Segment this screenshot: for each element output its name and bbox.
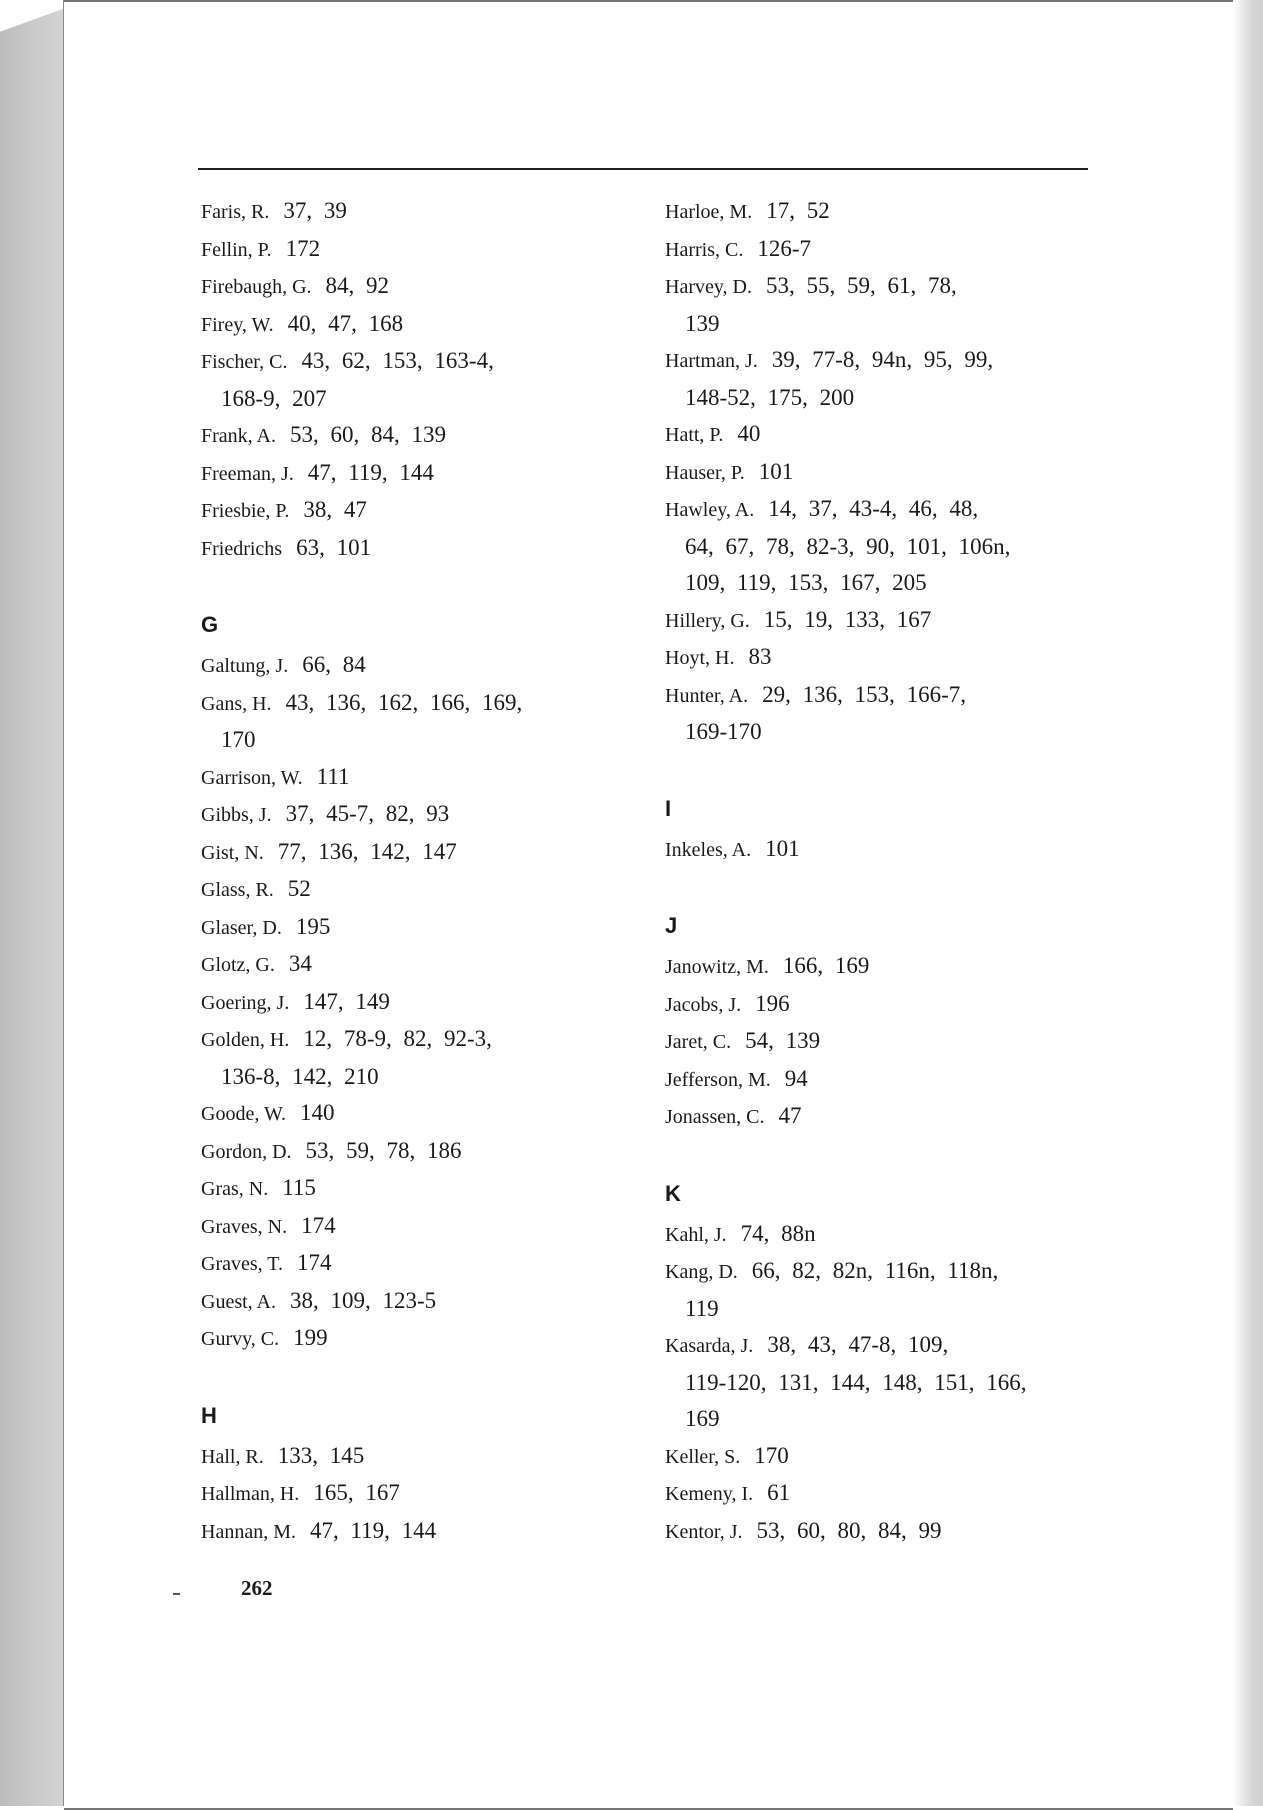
page-refs: 43, 62, 153, 163-4, <box>301 348 494 373</box>
index-entry <box>665 986 1105 1024</box>
section-letter-heading: I <box>665 795 672 821</box>
entry-pages <box>303 497 367 522</box>
entry-pages <box>300 1100 335 1125</box>
index-entry <box>201 1475 641 1513</box>
index-entry <box>665 416 1105 454</box>
margin-mark <box>173 1593 180 1595</box>
entry-pages <box>301 1213 336 1238</box>
page-refs-continued: 119-120, 131, 144, 148, 151, 166, <box>685 1369 1027 1395</box>
index-entry <box>201 193 641 231</box>
index-entry <box>665 602 1105 640</box>
entry-name: Glaser, D. <box>201 916 282 939</box>
page-refs-continued: 136-8, 142, 210 <box>221 1063 379 1089</box>
page-refs: 140 <box>300 1100 335 1125</box>
page-refs-continued: 168-9, 207 <box>221 385 327 411</box>
page-refs: 133, 145 <box>277 1442 365 1468</box>
index-entry <box>665 342 1105 416</box>
entry-name: Jefferson, M. <box>665 1068 771 1091</box>
index-entry <box>201 1170 641 1208</box>
page-refs-continued: 148-52, 175, 200 <box>685 384 855 410</box>
page-refs: 115 <box>282 1175 316 1200</box>
entry-name: Harvey, D. <box>665 276 753 298</box>
page-refs: 165, 167 <box>313 1480 400 1505</box>
entry-pages <box>759 459 794 484</box>
index-entry <box>201 492 641 530</box>
page-refs-continued: 64, 67, 78, 82-3, 90, 101, 106n, <box>685 533 1011 559</box>
entry-pages <box>290 422 446 447</box>
page-refs: 43, 136, 162, 166, 169, <box>285 689 523 715</box>
entry-name: Firey, W. <box>201 313 274 336</box>
page-refs: 172 <box>285 235 321 261</box>
page-refs: 111 <box>316 763 350 789</box>
entry-name: Gans, H. <box>201 692 272 715</box>
entry-pages <box>278 839 457 864</box>
page-refs: 47, 119, 144 <box>309 1517 437 1543</box>
index-entry <box>201 268 641 306</box>
entry-name: Guest, A. <box>201 1290 276 1313</box>
page-refs: 52 <box>287 876 311 901</box>
index-entry <box>665 1061 1105 1099</box>
index-column-right <box>665 193 1105 1550</box>
index-entry <box>665 231 1105 269</box>
entry-name: Hatt, P. <box>665 424 724 446</box>
entry-pages <box>303 989 390 1014</box>
page-refs: 126-7 <box>757 235 811 261</box>
entry-pages <box>282 1175 316 1200</box>
index-entry <box>201 946 641 984</box>
entry-pages <box>765 836 800 861</box>
entry-pages <box>278 1443 365 1468</box>
page-refs: 29, 136, 153, 166-7, <box>762 681 966 707</box>
page-refs: 101 <box>758 458 794 484</box>
entry-name: Hoyt, H. <box>665 647 735 669</box>
entry-name: Fischer, C. <box>201 351 288 373</box>
page-refs: 38, 47 <box>303 497 367 522</box>
page-refs: 83 <box>748 644 772 669</box>
entry-name: Jonassen, C. <box>665 1106 765 1128</box>
entry-name: Faris, R. <box>201 201 270 223</box>
entry-name: Hauser, P. <box>665 461 745 484</box>
entry-pages <box>293 1325 328 1350</box>
section-letter-heading: K <box>665 1180 681 1206</box>
page-refs: 37, 39 <box>283 198 347 223</box>
entry-name: Fellin, P. <box>201 238 272 261</box>
entry-name: Jacobs, J. <box>665 993 742 1016</box>
page-refs-continued: 169 <box>685 1406 720 1431</box>
index-entry <box>665 1327 1105 1438</box>
page-refs: 61 <box>767 1480 791 1505</box>
index-entry <box>201 759 641 797</box>
entry-name: Friedrichs <box>201 537 283 560</box>
entry-pages <box>778 1103 801 1128</box>
index-entry <box>201 685 641 759</box>
index-entry <box>665 1475 1105 1513</box>
index-column-left <box>201 193 641 1550</box>
page-refs: 54, 139 <box>745 1028 821 1053</box>
entry-name: Frank, A. <box>201 425 276 447</box>
page-refs: 53, 60, 84, 139 <box>290 422 446 447</box>
index-entry <box>665 1023 1105 1061</box>
entry-name: Graves, T. <box>201 1253 284 1275</box>
index-entry <box>665 831 1105 869</box>
index-entry <box>201 343 641 417</box>
entry-name: Kentor, J. <box>665 1520 743 1543</box>
entry-name: Hawley, A. <box>665 499 755 521</box>
section-letter-heading: J <box>665 913 678 938</box>
entry-pages <box>310 1518 436 1543</box>
entry-pages <box>302 652 366 677</box>
index-entry <box>201 1513 641 1551</box>
entry-name: Garrison, W. <box>201 766 303 789</box>
index-entry <box>201 1438 641 1476</box>
page-refs: 66, 84 <box>302 652 366 677</box>
index-entry <box>201 796 641 834</box>
entry-pages <box>308 460 434 485</box>
entry-pages <box>767 1480 790 1505</box>
index-entry <box>201 909 641 947</box>
entry-name: Friesbie, P. <box>201 500 290 522</box>
page-refs-continued: 139 <box>685 310 720 336</box>
entry-pages <box>288 311 404 336</box>
entry-name: Gras, N. <box>201 1178 269 1200</box>
index-entry <box>201 1021 641 1095</box>
page-refs: 12, 78-9, 82, 92-3, <box>303 1026 492 1051</box>
page-refs: 199 <box>293 1325 328 1350</box>
page-refs: 53, 60, 80, 84, 99 <box>756 1517 942 1543</box>
entry-pages <box>745 1028 820 1053</box>
index-entry <box>665 454 1105 492</box>
page-refs: 38, 43, 47-8, 109, <box>767 1332 949 1357</box>
page-refs: 174 <box>297 1250 332 1275</box>
index-entry <box>201 455 641 493</box>
book-spine <box>0 0 64 1806</box>
entry-pages <box>290 1288 436 1313</box>
page-refs: 47, 119, 144 <box>307 459 434 485</box>
page-refs: 174 <box>301 1212 336 1238</box>
page-refs: 84, 92 <box>325 273 390 298</box>
page-refs: 147, 149 <box>303 988 390 1014</box>
entry-name: Kahl, J. <box>665 1223 727 1246</box>
page-refs: 53, 55, 59, 61, 78, <box>766 273 957 298</box>
index-entry <box>201 871 641 909</box>
page-refs: 74, 88n <box>740 1220 816 1246</box>
page-refs: 40 <box>737 421 761 446</box>
entry-name: Graves, N. <box>201 1215 288 1238</box>
index-entry <box>665 193 1105 231</box>
page-refs-continued: 169-170 <box>685 719 762 744</box>
page-refs: 196 <box>755 990 790 1016</box>
entry-pages <box>297 1250 332 1275</box>
index-entry <box>665 639 1105 677</box>
index-entry <box>201 306 641 344</box>
entry-name: Kemeny, I. <box>665 1483 754 1505</box>
page-refs: 39, 77-8, 94n, 95, 99, <box>771 347 994 372</box>
page-refs: 37, 45-7, 82, 93 <box>285 801 450 826</box>
page-refs: 15, 19, 133, 167 <box>763 606 932 632</box>
entry-name: Galtung, J. <box>201 655 289 677</box>
page-refs: 63, 101 <box>296 534 372 560</box>
entry-pages <box>766 198 830 223</box>
entry-name: Hannan, M. <box>201 1520 296 1543</box>
index-entry <box>665 1513 1105 1551</box>
entry-name: Jaret, C. <box>665 1031 732 1053</box>
page-refs: 34 <box>288 951 312 976</box>
entry-pages <box>755 991 790 1016</box>
page-number: 262 <box>241 1576 273 1600</box>
index-entry <box>201 1245 641 1283</box>
entry-name: Freeman, J. <box>201 462 294 485</box>
entry-pages <box>289 951 312 976</box>
index-entry <box>665 948 1105 986</box>
entry-name: Golden, H. <box>201 1029 290 1051</box>
entry-name: Gist, N. <box>201 841 264 864</box>
entry-name: Gurvy, C. <box>201 1328 280 1350</box>
entry-pages <box>737 421 760 446</box>
section-letter-heading: H <box>201 1402 217 1428</box>
page-refs: 53, 59, 78, 186 <box>305 1137 462 1163</box>
entry-name: Hallman, H. <box>201 1483 300 1505</box>
index-entry <box>665 1098 1105 1136</box>
page-refs: 170 <box>754 1442 789 1468</box>
entry-name: Kang, D. <box>665 1261 738 1283</box>
entry-name: Glass, R. <box>201 879 274 901</box>
entry-name: Gibbs, J. <box>201 804 272 826</box>
header-rule <box>198 168 1088 170</box>
index-entry <box>201 984 641 1022</box>
index-entry <box>201 417 641 455</box>
page-refs: 17, 52 <box>766 198 830 223</box>
entry-pages <box>283 198 347 223</box>
entry-name: Keller, S. <box>665 1445 741 1468</box>
entry-pages <box>306 1138 462 1163</box>
index-entry <box>201 1208 641 1246</box>
entry-pages <box>757 236 811 261</box>
page-refs: 40, 47, 168 <box>287 310 404 336</box>
entry-name: Janowitz, M. <box>665 956 769 978</box>
page-refs: 14, 37, 43-4, 46, 48, <box>768 496 979 521</box>
entry-pages <box>296 914 331 939</box>
entry-name: Gordon, D. <box>201 1140 292 1163</box>
index-entry <box>665 1438 1105 1476</box>
entry-name: Hillery, G. <box>665 609 750 632</box>
index-entry <box>201 647 641 685</box>
index-entry <box>665 491 1105 602</box>
entry-name: Kasarda, J. <box>665 1335 754 1357</box>
page-edge-shadow <box>1233 0 1263 1806</box>
page-refs: 195 <box>295 913 331 939</box>
entry-name: Hunter, A. <box>665 684 749 707</box>
entry-pages <box>317 764 350 789</box>
page-refs-continued: 119 <box>685 1295 719 1321</box>
index-entry <box>665 677 1105 751</box>
entry-pages <box>286 236 321 261</box>
section-letter-heading: G <box>201 612 219 637</box>
index-entry <box>665 1216 1105 1254</box>
page-refs: 47 <box>778 1103 802 1128</box>
index-entry <box>665 268 1105 342</box>
page-refs: 94 <box>784 1065 808 1091</box>
index-entry <box>201 231 641 269</box>
book-corner <box>0 0 63 40</box>
page-refs: 77, 136, 142, 147 <box>277 838 457 864</box>
entry-name: Harris, C. <box>665 238 744 261</box>
index-entry <box>201 1283 641 1321</box>
index-entry <box>665 1253 1105 1327</box>
entry-name: Inkeles, A. <box>665 838 752 861</box>
page-refs: 166, 169 <box>782 953 870 978</box>
index-entry <box>201 834 641 872</box>
page-refs-continued: 109, 119, 153, 167, 205 <box>685 570 927 595</box>
entry-pages <box>783 953 870 978</box>
entry-name: Harloe, M. <box>665 201 753 223</box>
entry-pages <box>326 273 390 298</box>
entry-pages <box>748 644 771 669</box>
index-entry <box>201 1320 641 1358</box>
index-entry <box>201 530 641 568</box>
entry-name: Hall, R. <box>201 1445 264 1468</box>
entry-pages <box>741 1221 816 1246</box>
entry-pages <box>754 1443 789 1468</box>
entry-name: Goode, W. <box>201 1103 286 1125</box>
entry-pages <box>757 1518 942 1543</box>
entry-pages <box>286 801 450 826</box>
entry-name: Goering, J. <box>201 991 290 1014</box>
entry-pages <box>296 535 371 560</box>
index-entry <box>201 1095 641 1133</box>
page-refs: 101 <box>765 835 800 861</box>
entry-pages <box>764 607 932 632</box>
entry-name: Glotz, G. <box>201 954 275 976</box>
index-entry <box>201 1133 641 1171</box>
entry-pages <box>785 1066 808 1091</box>
entry-pages <box>288 876 311 901</box>
entry-pages <box>313 1480 400 1505</box>
page-refs: 66, 82, 82n, 116n, 118n, <box>751 1258 999 1283</box>
page-refs-continued: 170 <box>221 727 256 752</box>
page-refs: 38, 109, 123-5 <box>290 1287 437 1313</box>
entry-name: Hartman, J. <box>665 350 758 372</box>
entry-name: Firebaugh, G. <box>201 276 312 298</box>
